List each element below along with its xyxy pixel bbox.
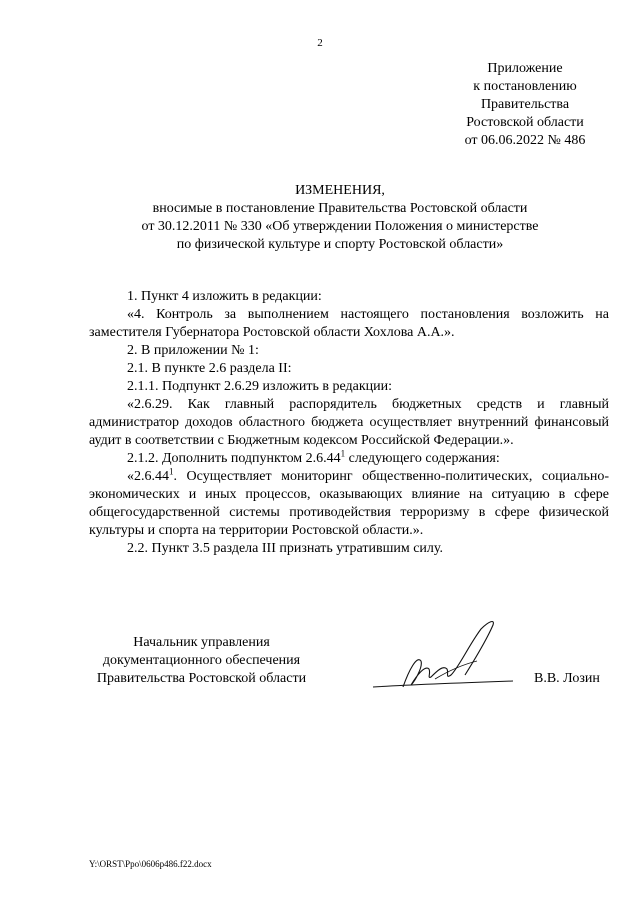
superscript: 1 [169,466,174,477]
paragraph-1: 1. Пункт 4 изложить в редакции: [127,289,322,304]
paragraph-7-tail: следующего содержания: [345,451,500,466]
paragraph-7-text: 2.1.2. Дополнить подпунктом 2.6.44 [127,451,341,466]
paragraph-9: 2.2. Пункт 3.5 раздела III признать утратившим силу. [127,541,443,556]
paragraph-4: 2.1. В пункте 2.6 раздела II: [127,361,292,376]
signatory-name: В.В. Лозин [534,671,600,686]
document-heading [70,182,610,254]
paragraph-2: «4. Контроль за выполнением настоящего постановления возложить на заместителя Губернатора Ростовской области Хохлова А.А.». [89,307,609,340]
paragraph-7 [89,450,609,468]
appendix-line: Ростовской области [466,115,584,130]
appendix-line: Правительства [480,97,570,112]
paragraph-3: 2. В приложении № 1: [127,343,259,358]
heading-line: от 30.12.2011 № 330 «Об утверждении Положения о министерстве [141,219,539,234]
handwritten-signature [365,615,515,705]
heading-line: вносимые в постановление Правительства Ростовской области [152,201,528,216]
paragraph-8 [89,468,609,540]
paragraph-8-tail: . Осуществляет мониторинг общественно-политических, социально-экономических и иных процессов, оказывающих влияние на ситуацию в сфере общегосударственной системы противодействия терроризму в сфере физической культуры и спорта на территории Ростовской области.». [89,469,609,538]
signatory-title-line: документационного обеспечения [102,653,301,668]
appendix-block [430,60,620,150]
signatory-title [89,634,314,688]
paragraph-5: 2.1.1. Подпункт 2.6.29 изложить в редакции: [127,379,393,394]
file-path-footer: Y:\ORST\Ppo\0606p486.f22.docx [89,859,212,869]
appendix-line: от 06.06.2022 № 486 [464,133,586,148]
heading-line: по физической культуре и спорту Ростовской области» [176,237,504,252]
paragraph-6: «2.6.29. Как главный распорядитель бюджетных средств и главный администратор доходов областного бюджета осуществляет внутренний финансовый аудит в соответствии с Бюджетным кодексом Российской Федерации.». [89,397,609,448]
signatory-title-line: Начальник управления [133,635,270,650]
superscript: 1 [340,448,346,459]
appendix-line: к постановлению [473,79,577,94]
heading-title: ИЗМЕНЕНИЯ, [295,183,385,198]
document-body [89,288,609,558]
page-number: 2 [317,37,323,49]
appendix-line: Приложение [487,61,563,76]
signatory-title-line: Правительства Ростовской области [96,671,307,686]
paragraph-8-text: «2.6.44 [127,469,169,484]
